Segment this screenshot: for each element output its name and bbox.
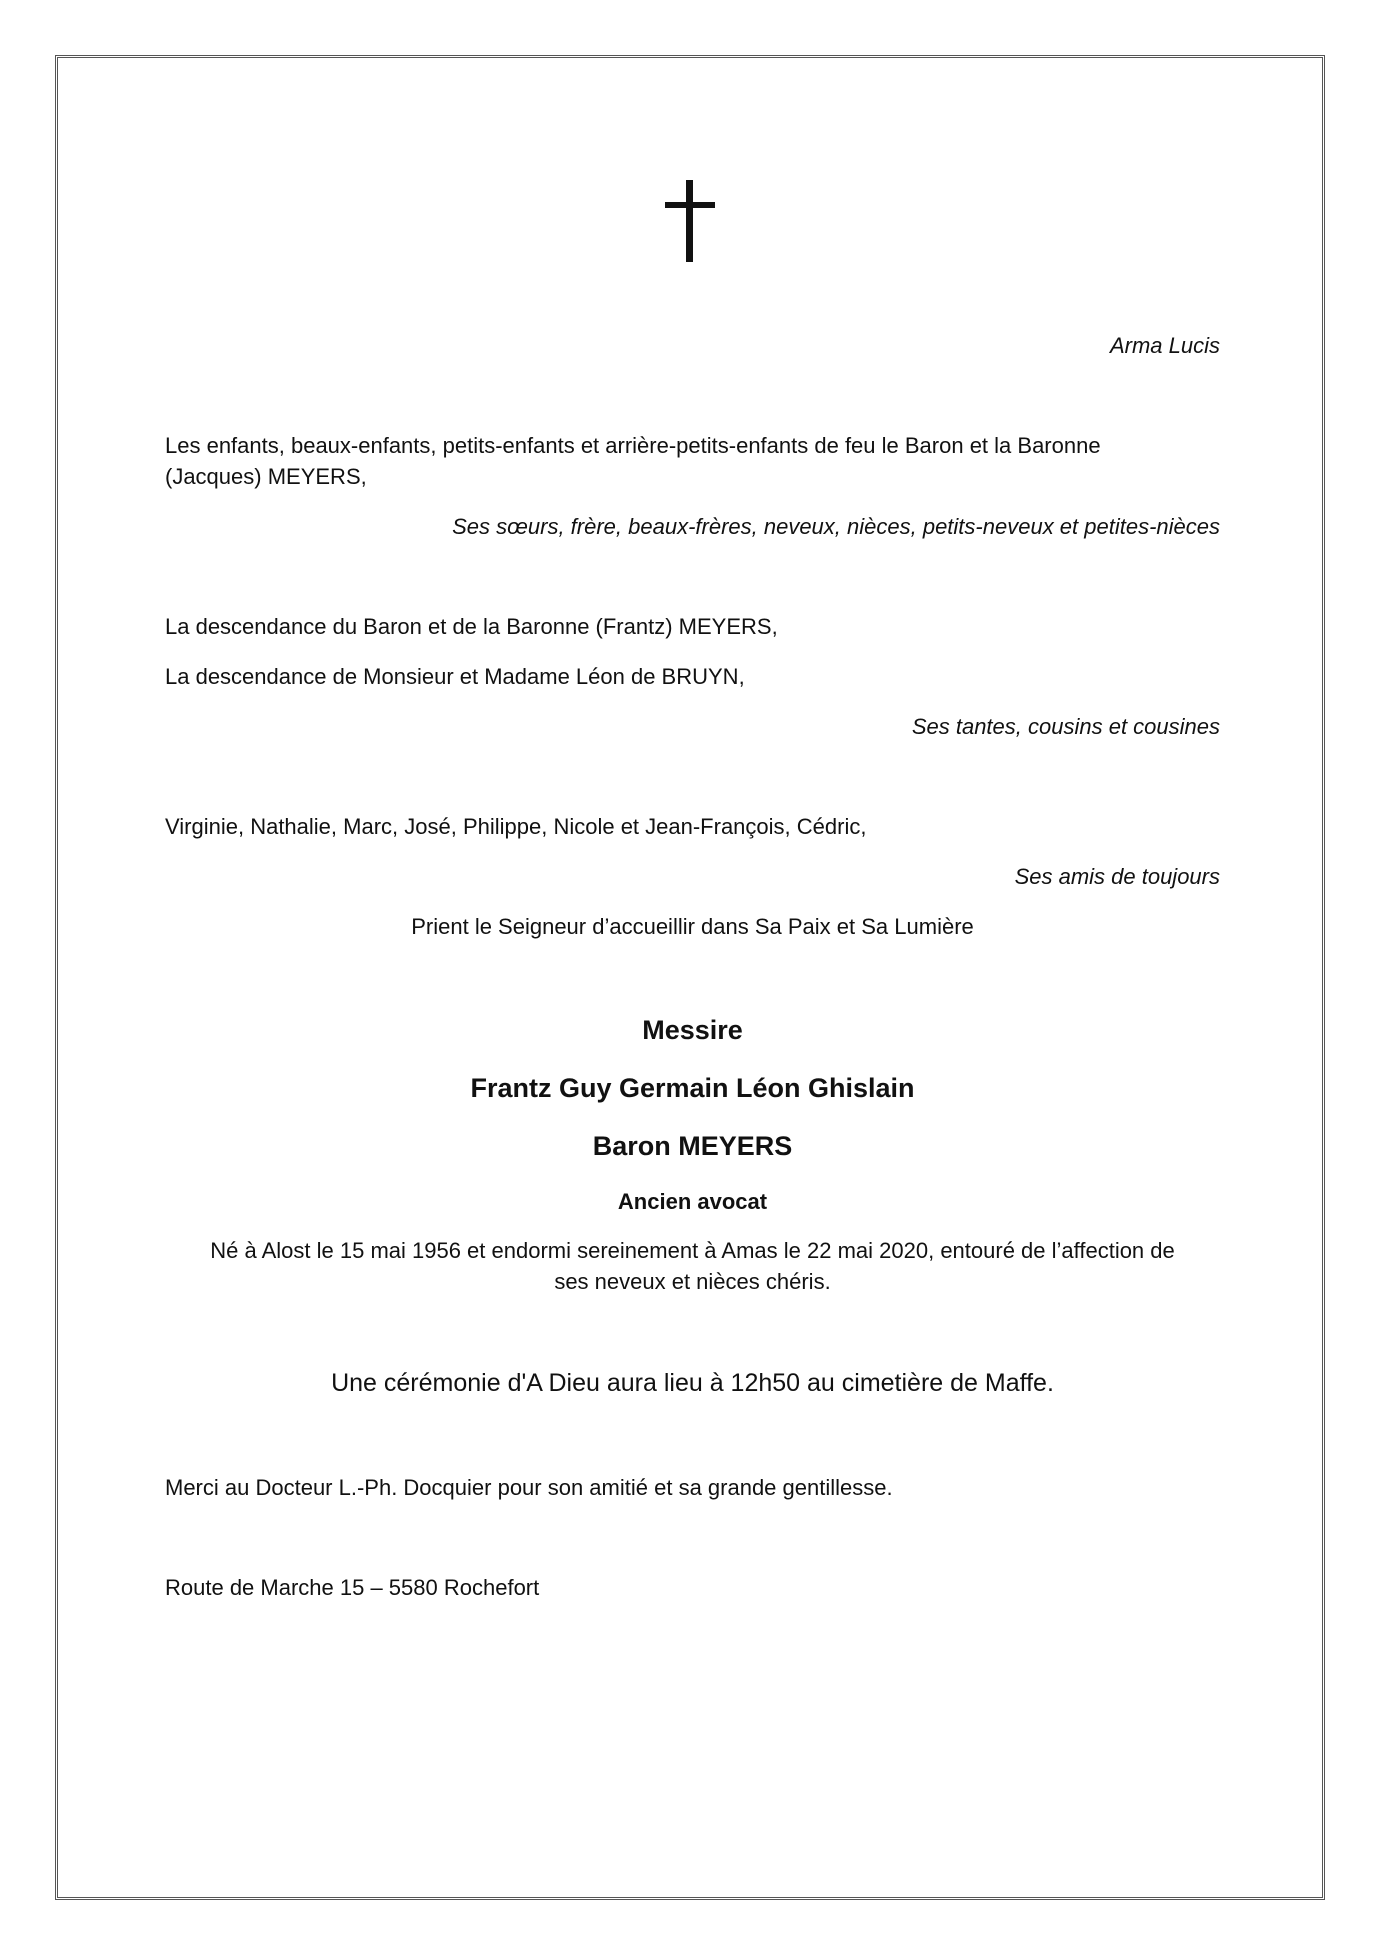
descendance-relation: Ses tantes, cousins et cousines: [911, 714, 1220, 739]
motto: Arma Lucis: [1109, 333, 1220, 358]
deceased-profession: Ancien avocat: [617, 1189, 768, 1214]
honorific: Messire: [642, 1015, 743, 1045]
deceased-title-name: Baron MEYERS: [592, 1131, 793, 1161]
bio-line-2: ses neveux et nièces chéris.: [554, 1269, 831, 1294]
descendance-line-2: La descendance de Monsieur et Madame Léon de BRUYN,: [165, 664, 745, 689]
ceremony-notice: Une cérémonie d'A Dieu aura lieu à 12h50 au cimetière de Maffe.: [331, 1369, 1054, 1397]
prayer-line: Prient le Seigneur d’accueillir dans Sa Paix et Sa Lumière: [411, 914, 974, 939]
friends-names: Virginie, Nathalie, Marc, José, Philippe, Nicole et Jean-François, Cédric,: [165, 814, 867, 839]
family-line-1: Les enfants, beaux-enfants, petits-enfants et arrière-petits-enfants de feu le Baron et la Baronne: [165, 433, 1101, 458]
deceased-given-names: Frantz Guy Germain Léon Ghislain: [470, 1073, 915, 1103]
thanks-line: Merci au Docteur L.-Ph. Docquier pour son amitié et sa grande gentillesse.: [165, 1475, 893, 1500]
family-line-2: (Jacques) MEYERS,: [165, 464, 367, 489]
friends-relation: Ses amis de toujours: [1014, 864, 1220, 889]
address-line: Route de Marche 15 – 5580 Rochefort: [165, 1575, 540, 1600]
cross-icon: [665, 180, 715, 262]
descendance-line-1: La descendance du Baron et de la Baronne (Frantz) MEYERS,: [165, 614, 778, 639]
bio-line-1: Né à Alost le 15 mai 1956 et endormi sereinement à Amas le 22 mai 2020, entouré de l’affection de: [210, 1238, 1175, 1263]
family-relation: Ses sœurs, frère, beaux-frères, neveux, nièces, petits-neveux et petites-nièces: [452, 514, 1220, 539]
